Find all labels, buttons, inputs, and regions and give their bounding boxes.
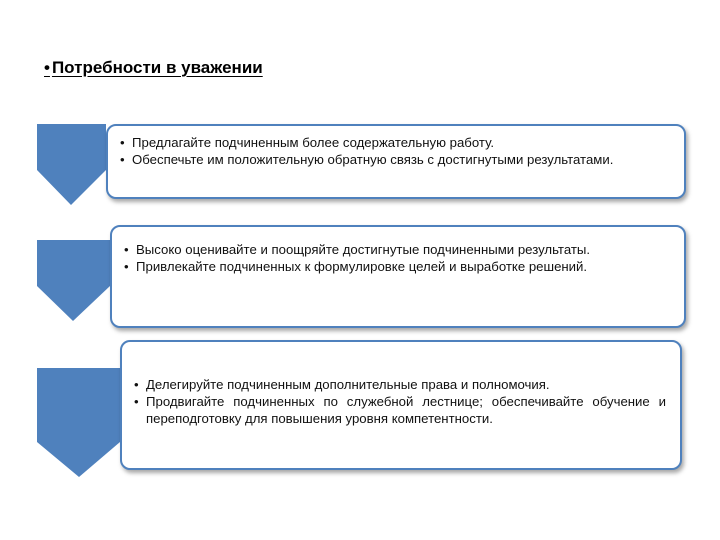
bullet-dot: •	[120, 152, 125, 167]
bullet-dot: •	[134, 394, 139, 409]
list-item-text: Продвигайте подчиненных по служебной лестнице; обеспечивайте обучение и переподготовку для повышения уровня компетентности.	[146, 394, 666, 426]
bullet-dot: •	[120, 135, 125, 150]
title-text: Потребности в уважении	[51, 58, 263, 77]
step-3-box	[120, 340, 682, 470]
list-item	[124, 241, 672, 258]
step-2-box	[110, 225, 686, 328]
chevron-step-1	[37, 124, 106, 205]
bullet-dot: •	[134, 377, 139, 392]
chevron-step-3	[37, 368, 120, 477]
title-bullet: •	[44, 58, 50, 77]
list-item	[134, 376, 666, 393]
list-item-text: Привлекайте подчиненных к формулировке целей и выработке решений.	[136, 259, 588, 274]
step-1-box	[106, 124, 686, 199]
list-item-text: Высоко оценивайте и поощряйте достигнутые подчиненными результаты.	[136, 242, 591, 257]
bullet-dot: •	[124, 259, 129, 274]
chevron-step-2	[37, 240, 110, 321]
list-item-text: Делегируйте подчиненным дополнительные права и полномочия.	[146, 377, 550, 392]
bullet-dot: •	[124, 242, 129, 257]
list-item	[124, 258, 672, 275]
list-item	[120, 134, 676, 151]
list-item-text: Предлагайте подчиненным более содержательную работу.	[132, 135, 495, 150]
list-item	[134, 393, 666, 427]
list-item-text: Обеспечьте им положительную обратную связь с достигнутыми результатами.	[132, 152, 614, 167]
list-item	[120, 151, 676, 168]
